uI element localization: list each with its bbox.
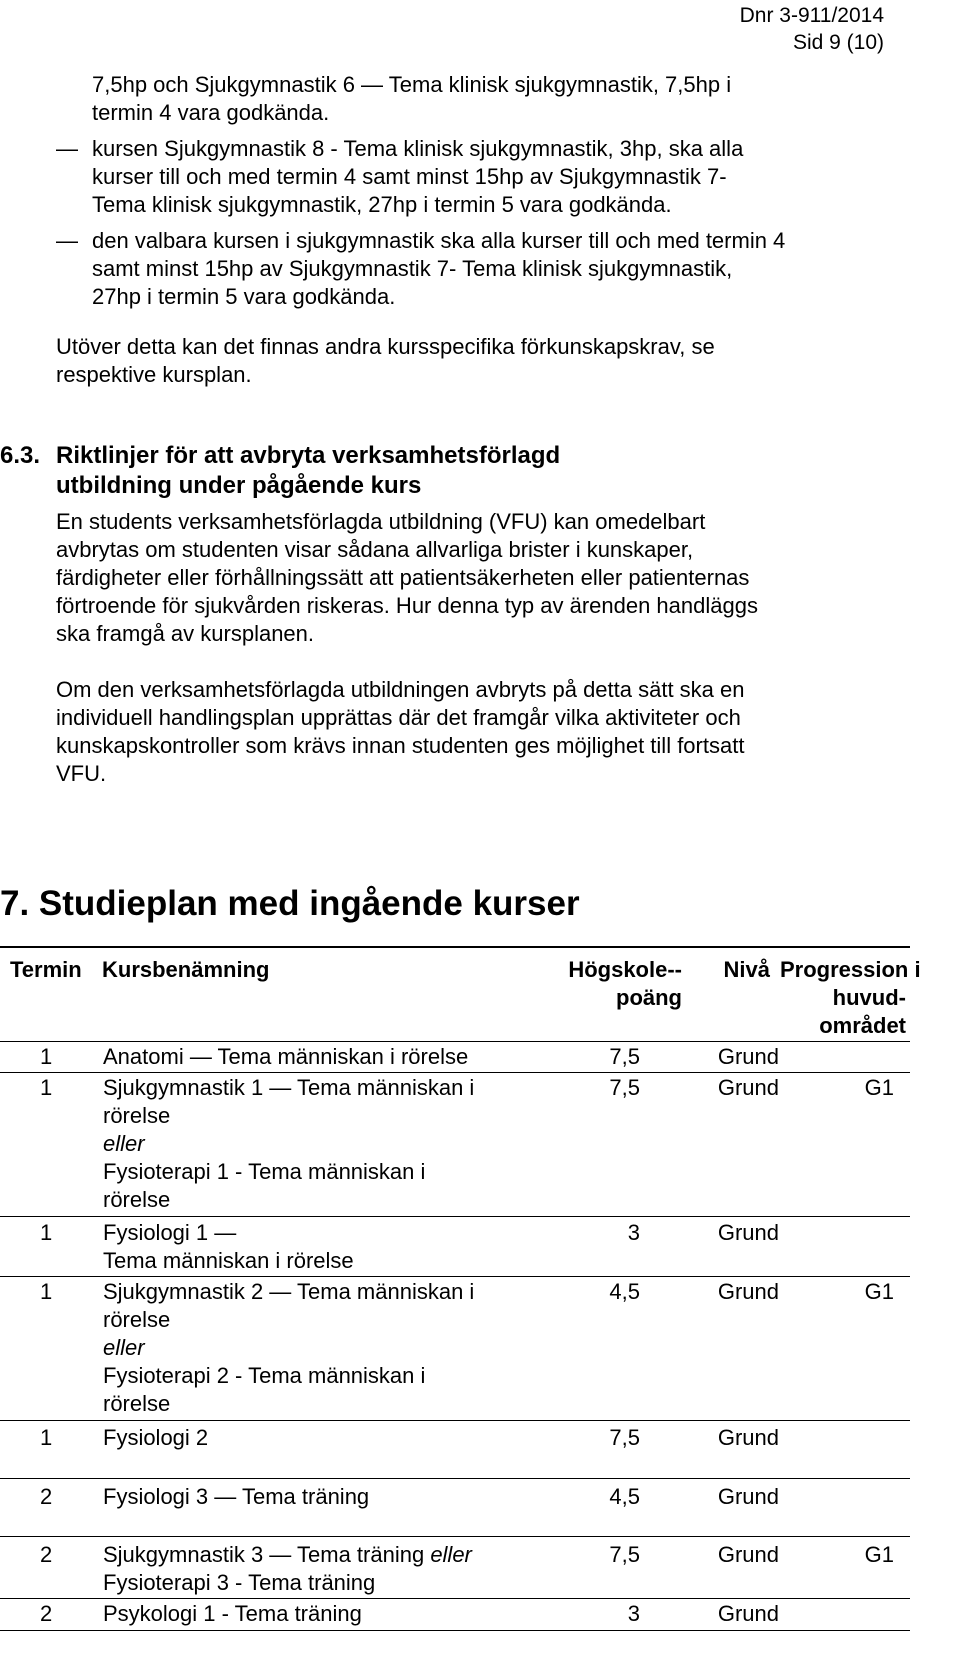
section-heading: 7. Studieplan med ingående kurser [0, 884, 580, 923]
cell-hp: 4,5 [609, 1484, 640, 1509]
table-top-rule [0, 946, 910, 948]
col-header-termin: Termin [10, 957, 82, 982]
cell-kurs: rörelse [103, 1103, 171, 1128]
paragraph-line: Utöver detta kan det finnas andra kursspecifika förkunskapskrav, se [56, 334, 715, 359]
list-item-line: 27hp i termin 5 vara godkända. [92, 284, 396, 309]
list-item-line: den valbara kursen i sjukgymnastik ska alla kurser till och med termin 4 [92, 228, 786, 253]
list-item-line: kursen Sjukgymnastik 8 - Tema klinisk sjukgymnastik, 3hp, ska alla [92, 136, 744, 161]
cell-kurs: Fysiologi 3 — Tema träning [103, 1484, 370, 1509]
section-number: 6.3. [0, 442, 41, 469]
col-header-niva: Nivå [723, 957, 770, 982]
col-header-hp: Högskole-- [568, 957, 682, 982]
section-heading: Riktlinjer för att avbryta verksamhetsförlagd [56, 442, 561, 469]
col-header-progression: huvud- [832, 985, 906, 1010]
cell-hp: 7,5 [609, 1425, 640, 1450]
cell-niva: Grund [717, 1075, 779, 1100]
cell-kurs: Fysioterapi 3 - Tema träning [103, 1570, 376, 1595]
list-continuation-line: termin 4 vara godkända. [92, 100, 330, 125]
paragraph-line: Om den verksamhetsförlagda utbildningen avbryts på detta sätt ska en [56, 677, 745, 702]
cell-niva: Grund [717, 1279, 779, 1304]
cell-kurs [103, 1541, 472, 1569]
paragraph-line: avbrytas om studenten visar sådana allvarliga brister i kunskaper, [56, 537, 694, 562]
cell-niva: Grund [717, 1425, 779, 1450]
cell-hp: 4,5 [609, 1279, 640, 1304]
paragraph-line: En students verksamhetsförlagda utbildning (VFU) kan omedelbart [56, 509, 706, 534]
table-row-rule [0, 1072, 910, 1073]
table-row-rule [0, 1478, 910, 1479]
list-item-line: samt minst 15hp av Sjukgymnastik 7- Tema klinisk sjukgymnastik, [92, 256, 733, 281]
section-heading: utbildning under pågående kurs [56, 472, 422, 499]
table-row-rule [0, 1276, 910, 1277]
list-continuation-line: 7,5hp och Sjukgymnastik 6 — Tema klinisk sjukgymnastik, 7,5hp i [92, 72, 732, 97]
cell-termin: 2 [40, 1542, 53, 1567]
cell-termin: 1 [40, 1075, 53, 1100]
paragraph-line: kunskapskontroller som krävs innan studenten ges möjlighet till fortsatt [56, 733, 745, 758]
cell-progression: G1 [864, 1542, 894, 1567]
cell-kurs-or: eller [430, 1542, 472, 1567]
paragraph-line: respektive kursplan. [56, 362, 252, 387]
cell-kurs: Fysiologi 1 — [103, 1220, 237, 1245]
cell-hp: 7,5 [609, 1075, 640, 1100]
cell-kurs: Fysiologi 2 [103, 1425, 209, 1450]
cell-niva: Grund [717, 1484, 779, 1509]
cell-kurs: Anatomi — Tema människan i rörelse [103, 1044, 469, 1069]
cell-termin: 2 [40, 1484, 53, 1509]
cell-kurs-text: Sjukgymnastik 3 — Tema träning [103, 1542, 425, 1567]
document-number: Dnr 3-911/2014 [739, 4, 884, 27]
col-header-progression: området [819, 1013, 906, 1038]
cell-termin: 2 [40, 1601, 53, 1626]
cell-kurs-or: eller [103, 1131, 145, 1156]
cell-termin: 1 [40, 1279, 53, 1304]
cell-kurs: rörelse [103, 1391, 171, 1416]
table-row-rule [0, 1216, 910, 1217]
paragraph-line: färdigheter eller förhållningssätt att patientsäkerheten eller patienternas [56, 565, 750, 590]
col-header-hp: poäng [616, 985, 682, 1010]
page-number: Sid 9 (10) [792, 31, 884, 54]
list-bullet-dash: — [56, 228, 78, 253]
cell-niva: Grund [717, 1044, 779, 1069]
cell-kurs: Psykologi 1 - Tema träning [103, 1601, 362, 1626]
paragraph-line: ska framgå av kursplanen. [56, 621, 315, 646]
list-item-line: Tema klinisk sjukgymnastik, 27hp i termin 5 vara godkända. [92, 192, 672, 217]
cell-kurs: rörelse [103, 1187, 171, 1212]
cell-kurs: Fysioterapi 2 - Tema människan i [103, 1363, 426, 1388]
cell-progression: G1 [864, 1279, 894, 1304]
cell-kurs: Sjukgymnastik 2 — Tema människan i [103, 1279, 475, 1304]
table-row-rule [0, 1630, 910, 1631]
cell-hp: 3 [627, 1601, 640, 1626]
cell-niva: Grund [717, 1220, 779, 1245]
cell-termin: 1 [40, 1220, 53, 1245]
cell-hp: 3 [627, 1220, 640, 1245]
paragraph-line: förtroende för sjukvården riskeras. Hur denna typ av ärenden handläggs [56, 593, 758, 618]
cell-niva: Grund [717, 1542, 779, 1567]
cell-kurs: Sjukgymnastik 1 — Tema människan i [103, 1075, 475, 1100]
cell-niva: Grund [717, 1601, 779, 1626]
paragraph-line: VFU. [56, 761, 107, 786]
col-header-kurs: Kursbenämning [102, 957, 270, 982]
page-header [740, 2, 884, 56]
cell-hp: 7,5 [609, 1044, 640, 1069]
table-row-rule [0, 1536, 910, 1537]
paragraph-line: individuell handlingsplan upprättas där det framgår vilka aktiviteter och [56, 705, 741, 730]
cell-termin: 1 [40, 1044, 53, 1069]
cell-progression: G1 [864, 1075, 894, 1100]
list-item-line: kurser till och med termin 4 samt minst 15hp av Sjukgymnastik 7- [92, 164, 727, 189]
cell-kurs: Tema människan i rörelse [103, 1248, 354, 1273]
cell-kurs-or: eller [103, 1335, 145, 1360]
cell-hp: 7,5 [609, 1542, 640, 1567]
list-bullet-dash: — [56, 136, 78, 161]
table-row-rule [0, 1041, 910, 1042]
table-row-rule [0, 1598, 910, 1599]
cell-kurs: Fysioterapi 1 - Tema människan i [103, 1159, 426, 1184]
col-header-progression: Progression i [780, 957, 921, 982]
table-row-rule [0, 1420, 910, 1421]
cell-termin: 1 [40, 1425, 53, 1450]
cell-kurs: rörelse [103, 1307, 171, 1332]
